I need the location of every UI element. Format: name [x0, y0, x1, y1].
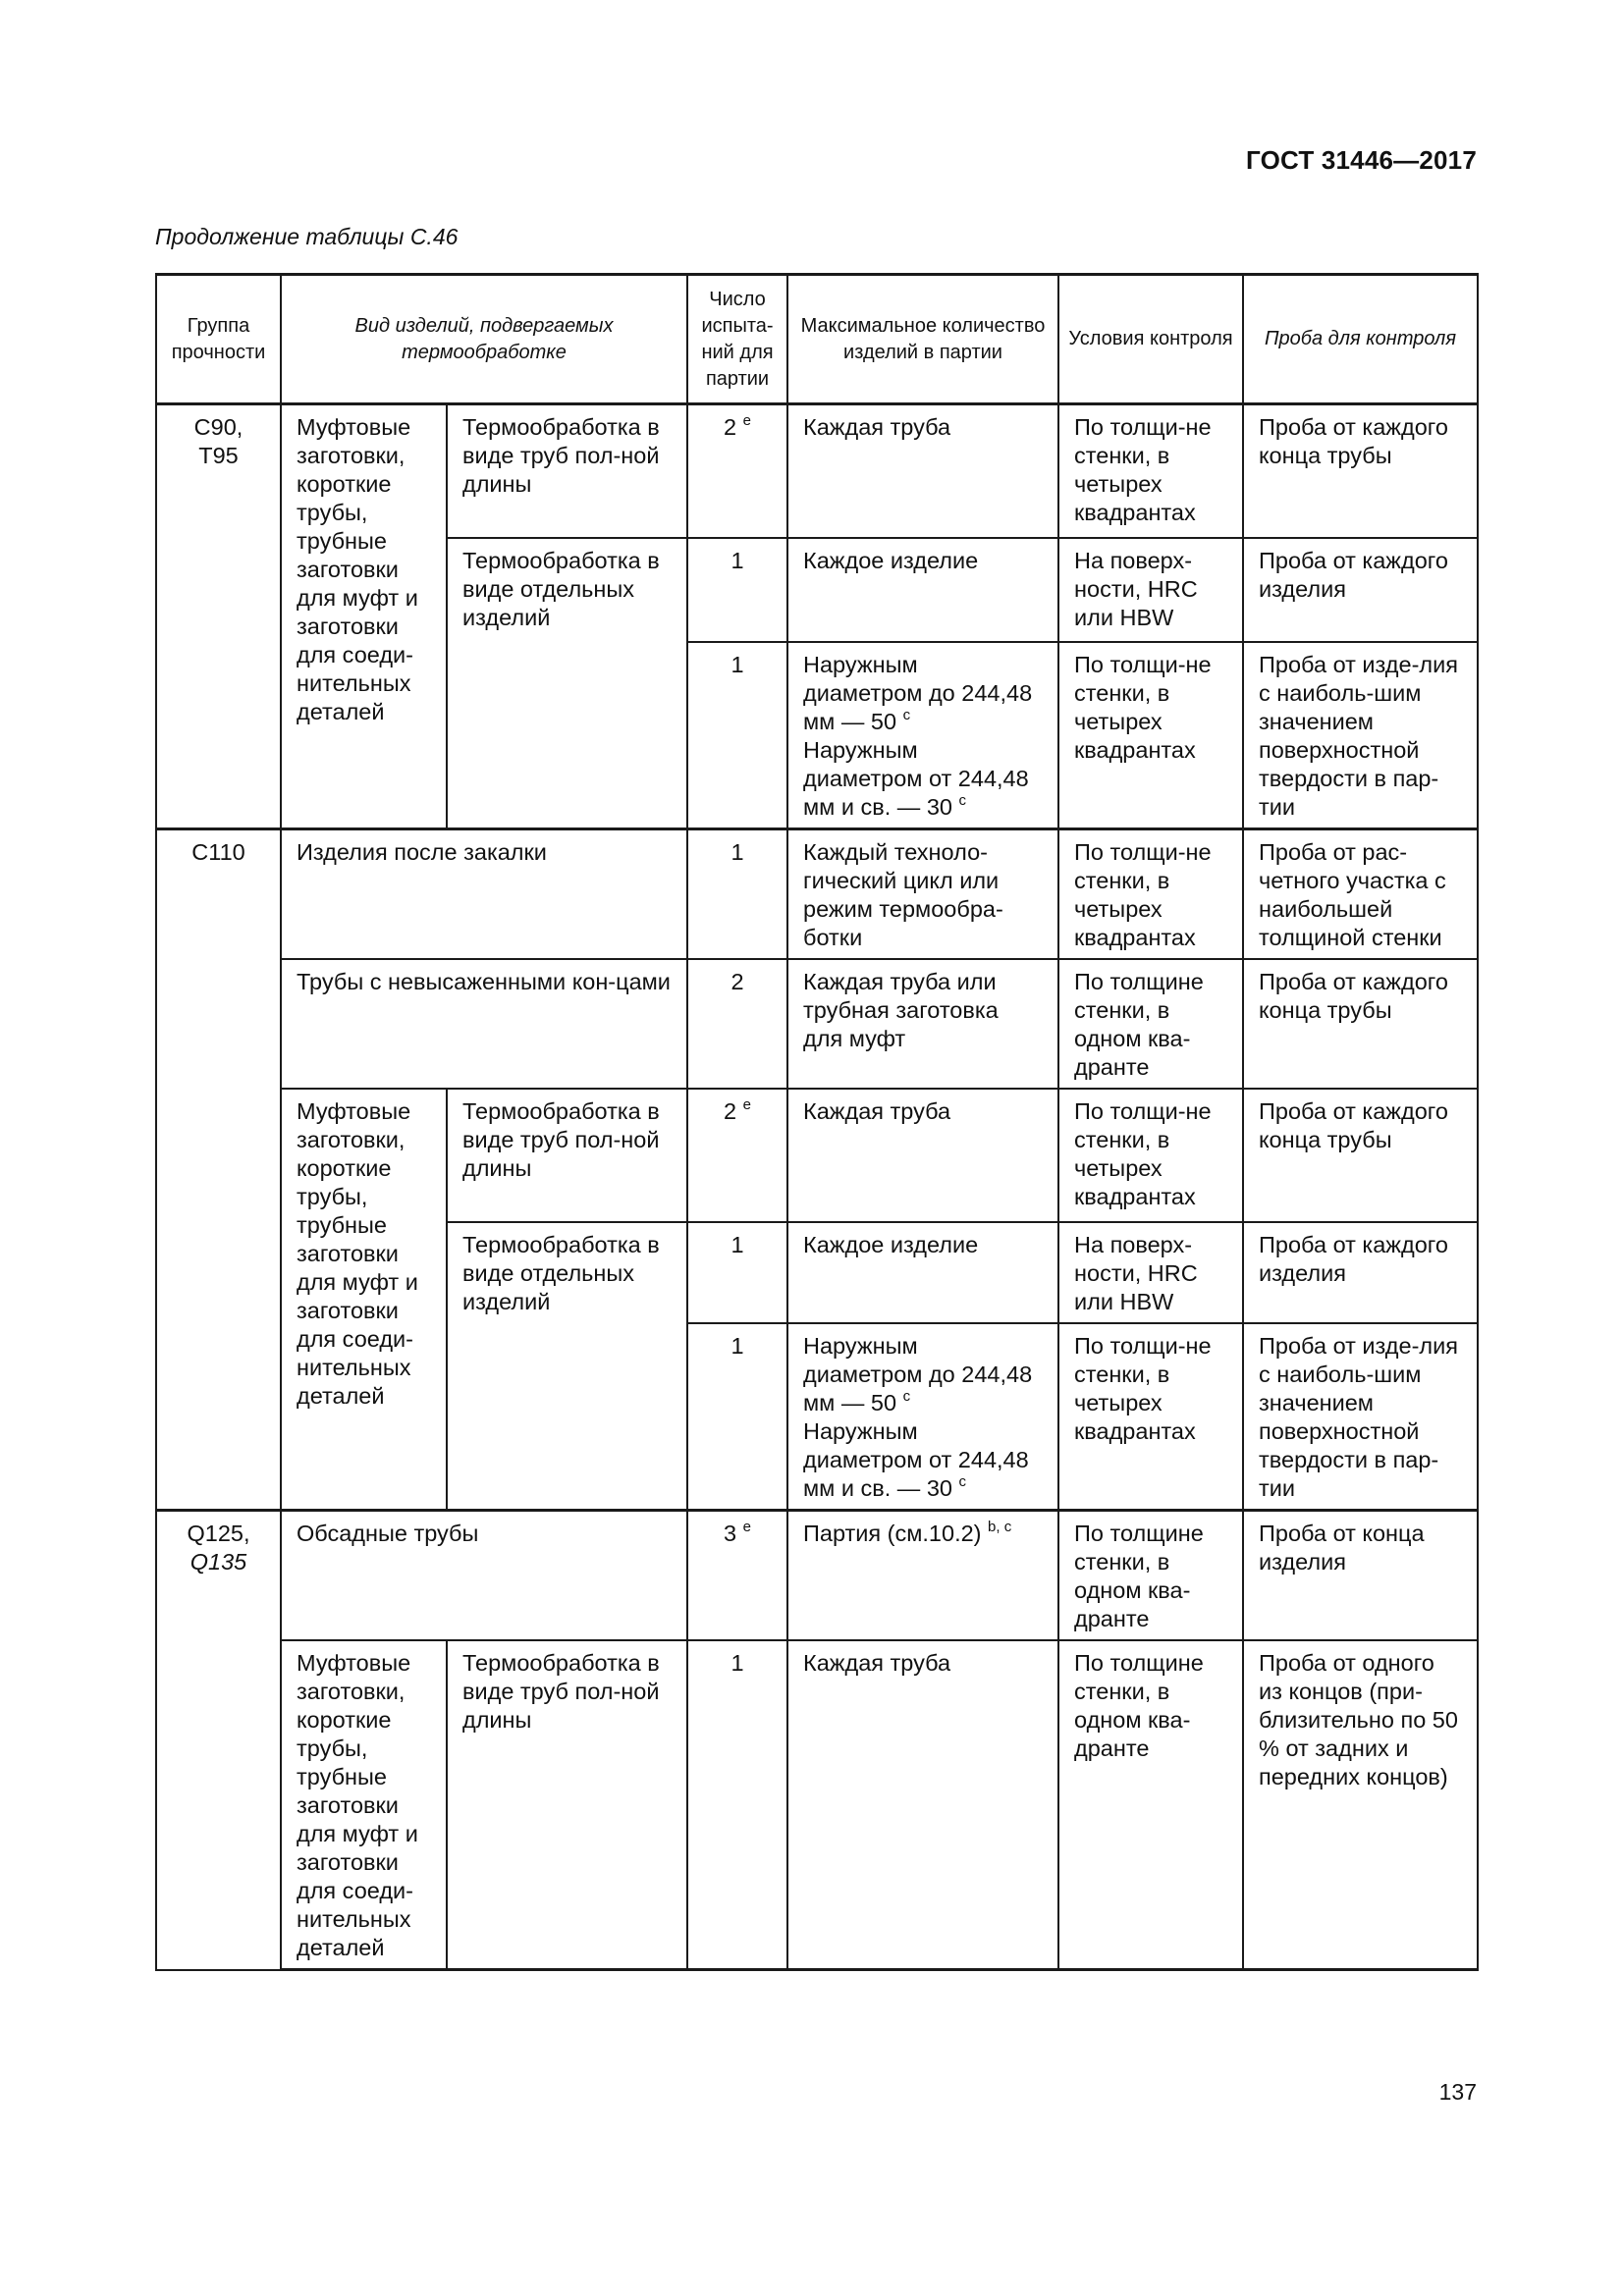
count-cell: 1	[687, 642, 787, 829]
sample-cell: Проба от каждого конца трубы	[1243, 1089, 1478, 1222]
cond-cell: По толщине стенки, в одном ква-дранте	[1058, 1640, 1243, 1970]
count-cell: 1	[687, 1640, 787, 1970]
table-row	[156, 1511, 1478, 1641]
kind-cell: Муфтовые заготовки, короткие трубы, трубные заготовки для муфт и заготовки для соеди-нительных деталей	[281, 404, 447, 829]
kind-cell: Обсадные трубы	[281, 1511, 687, 1641]
table-row	[156, 404, 1478, 539]
cond-cell: По толщине стенки, в одном ква-дранте	[1058, 959, 1243, 1089]
table-caption: Продолжение таблицы С.46	[155, 224, 459, 249]
kind-cell: Трубы с невысаженными кон-цами	[281, 959, 687, 1089]
max-cell: Каждое изделие	[787, 538, 1058, 642]
sample-cell: Проба от каждого изделия	[1243, 538, 1478, 642]
max-cell: Каждая труба	[787, 404, 1058, 539]
max-cell: Партия (см.10.2) $^{b, c}$	[787, 1511, 1058, 1641]
sample-cell: Проба от одного из концов (при-близительно по 50 % от задних и передних концов)	[1243, 1640, 1478, 1970]
table-row	[156, 829, 1478, 960]
max-cell: Наружным диаметром до 244,48 мм — 50 $^c$ Наружным диаметром от 244,48 мм и св. — 30 $^c$	[787, 1323, 1058, 1511]
subkind-cell: Термообработка в виде труб пол-ной длины	[447, 1089, 687, 1222]
max-cell: Каждый техноло-гический цикл или режим термообра-ботки	[787, 829, 1058, 960]
max-cell: Каждая труба или трубная заготовка для муфт	[787, 959, 1058, 1089]
cond-cell: По толщине стенки, в одном ква-дранте	[1058, 1511, 1243, 1641]
cond-cell: По толщи-не стенки, в четырех квадрантах	[1058, 1323, 1243, 1511]
cond-cell: На поверх-ности, HRC или HBW	[1058, 538, 1243, 642]
header-cond: Условия контроля	[1058, 275, 1243, 404]
sample-cell: Проба от каждого изделия	[1243, 1222, 1478, 1323]
subkind-cell: Термообработка в виде труб пол-ной длины	[447, 404, 687, 539]
sample-cell: Проба от каждого конца трубы	[1243, 404, 1478, 539]
cond-cell: По толщи-не стенки, в четырех квадрантах	[1058, 642, 1243, 829]
subkind-cell: Термообработка в виде труб пол-ной длины	[447, 1640, 687, 1970]
kind-cell: Муфтовые заготовки, короткие трубы, трубные заготовки для муфт и заготовки для соеди-нительных деталей	[281, 1640, 447, 1970]
header-max: Максимальное количество изделий в партии	[787, 275, 1058, 404]
cond-cell: По толщи-не стенки, в четырех квадрантах	[1058, 829, 1243, 960]
count-cell: 1	[687, 1323, 787, 1511]
header-kind: Вид изделий, подвергаемых термообработке	[281, 275, 687, 404]
group-cell: С90, Т95	[156, 404, 281, 829]
table-header-row	[156, 275, 1478, 404]
header-count: Число испыта-ний для партии	[687, 275, 787, 404]
count-cell: 3 $^e$	[687, 1511, 787, 1641]
cond-cell: На поверх-ности, HRC или HBW	[1058, 1222, 1243, 1323]
count-cell: 2 $^e$	[687, 1089, 787, 1222]
count-cell: 1	[687, 1222, 787, 1323]
table-row	[156, 1640, 1478, 1970]
count-cell: 2	[687, 959, 787, 1089]
sample-cell: Проба от изде-лия с наиболь-шим значением поверхностной твердости в пар-тии	[1243, 642, 1478, 829]
kind-cell: Изделия после закалки	[281, 829, 687, 960]
page-number: 137	[1438, 2079, 1477, 2105]
sample-cell: Проба от конца изделия	[1243, 1511, 1478, 1641]
sample-cell: Проба от каждого конца трубы	[1243, 959, 1478, 1089]
subkind-cell: Термообработка в виде отдельных изделий	[447, 1222, 687, 1511]
max-cell: Наружным диаметром до 244,48 мм — 50 $^c$ Наружным диаметром от 244,48 мм и св. — 30 $^c$	[787, 642, 1058, 829]
sample-cell: Проба от изде-лия с наиболь-шим значением поверхностной твердости в пар-тии	[1243, 1323, 1478, 1511]
subkind-cell: Термообработка в виде отдельных изделий	[447, 538, 687, 829]
count-cell: 1	[687, 538, 787, 642]
header-group: Группа прочности	[156, 275, 281, 404]
document-header: ГОСТ 31446—2017	[1246, 145, 1477, 175]
max-cell: Каждая труба	[787, 1640, 1058, 1970]
table-row	[156, 1089, 1478, 1222]
count-cell: 1	[687, 829, 787, 960]
data-table	[155, 273, 1479, 1971]
cond-cell: По толщи-не стенки, в четырех квадрантах	[1058, 404, 1243, 539]
max-cell: Каждая труба	[787, 1089, 1058, 1222]
header-sample: Проба для контроля	[1243, 275, 1478, 404]
group-cell: С110	[156, 829, 281, 1511]
cond-cell: По толщи-не стенки, в четырех квадрантах	[1058, 1089, 1243, 1222]
group-cell: Q125, Q135	[156, 1511, 281, 1970]
kind-cell: Муфтовые заготовки, короткие трубы, трубные заготовки для муфт и заготовки для соеди-нительных деталей	[281, 1089, 447, 1511]
max-cell: Каждое изделие	[787, 1222, 1058, 1323]
table-row	[156, 959, 1478, 1089]
count-cell: 2 $^e$	[687, 404, 787, 539]
sample-cell: Проба от рас-четного участка с наибольшей толщиной стенки	[1243, 829, 1478, 960]
